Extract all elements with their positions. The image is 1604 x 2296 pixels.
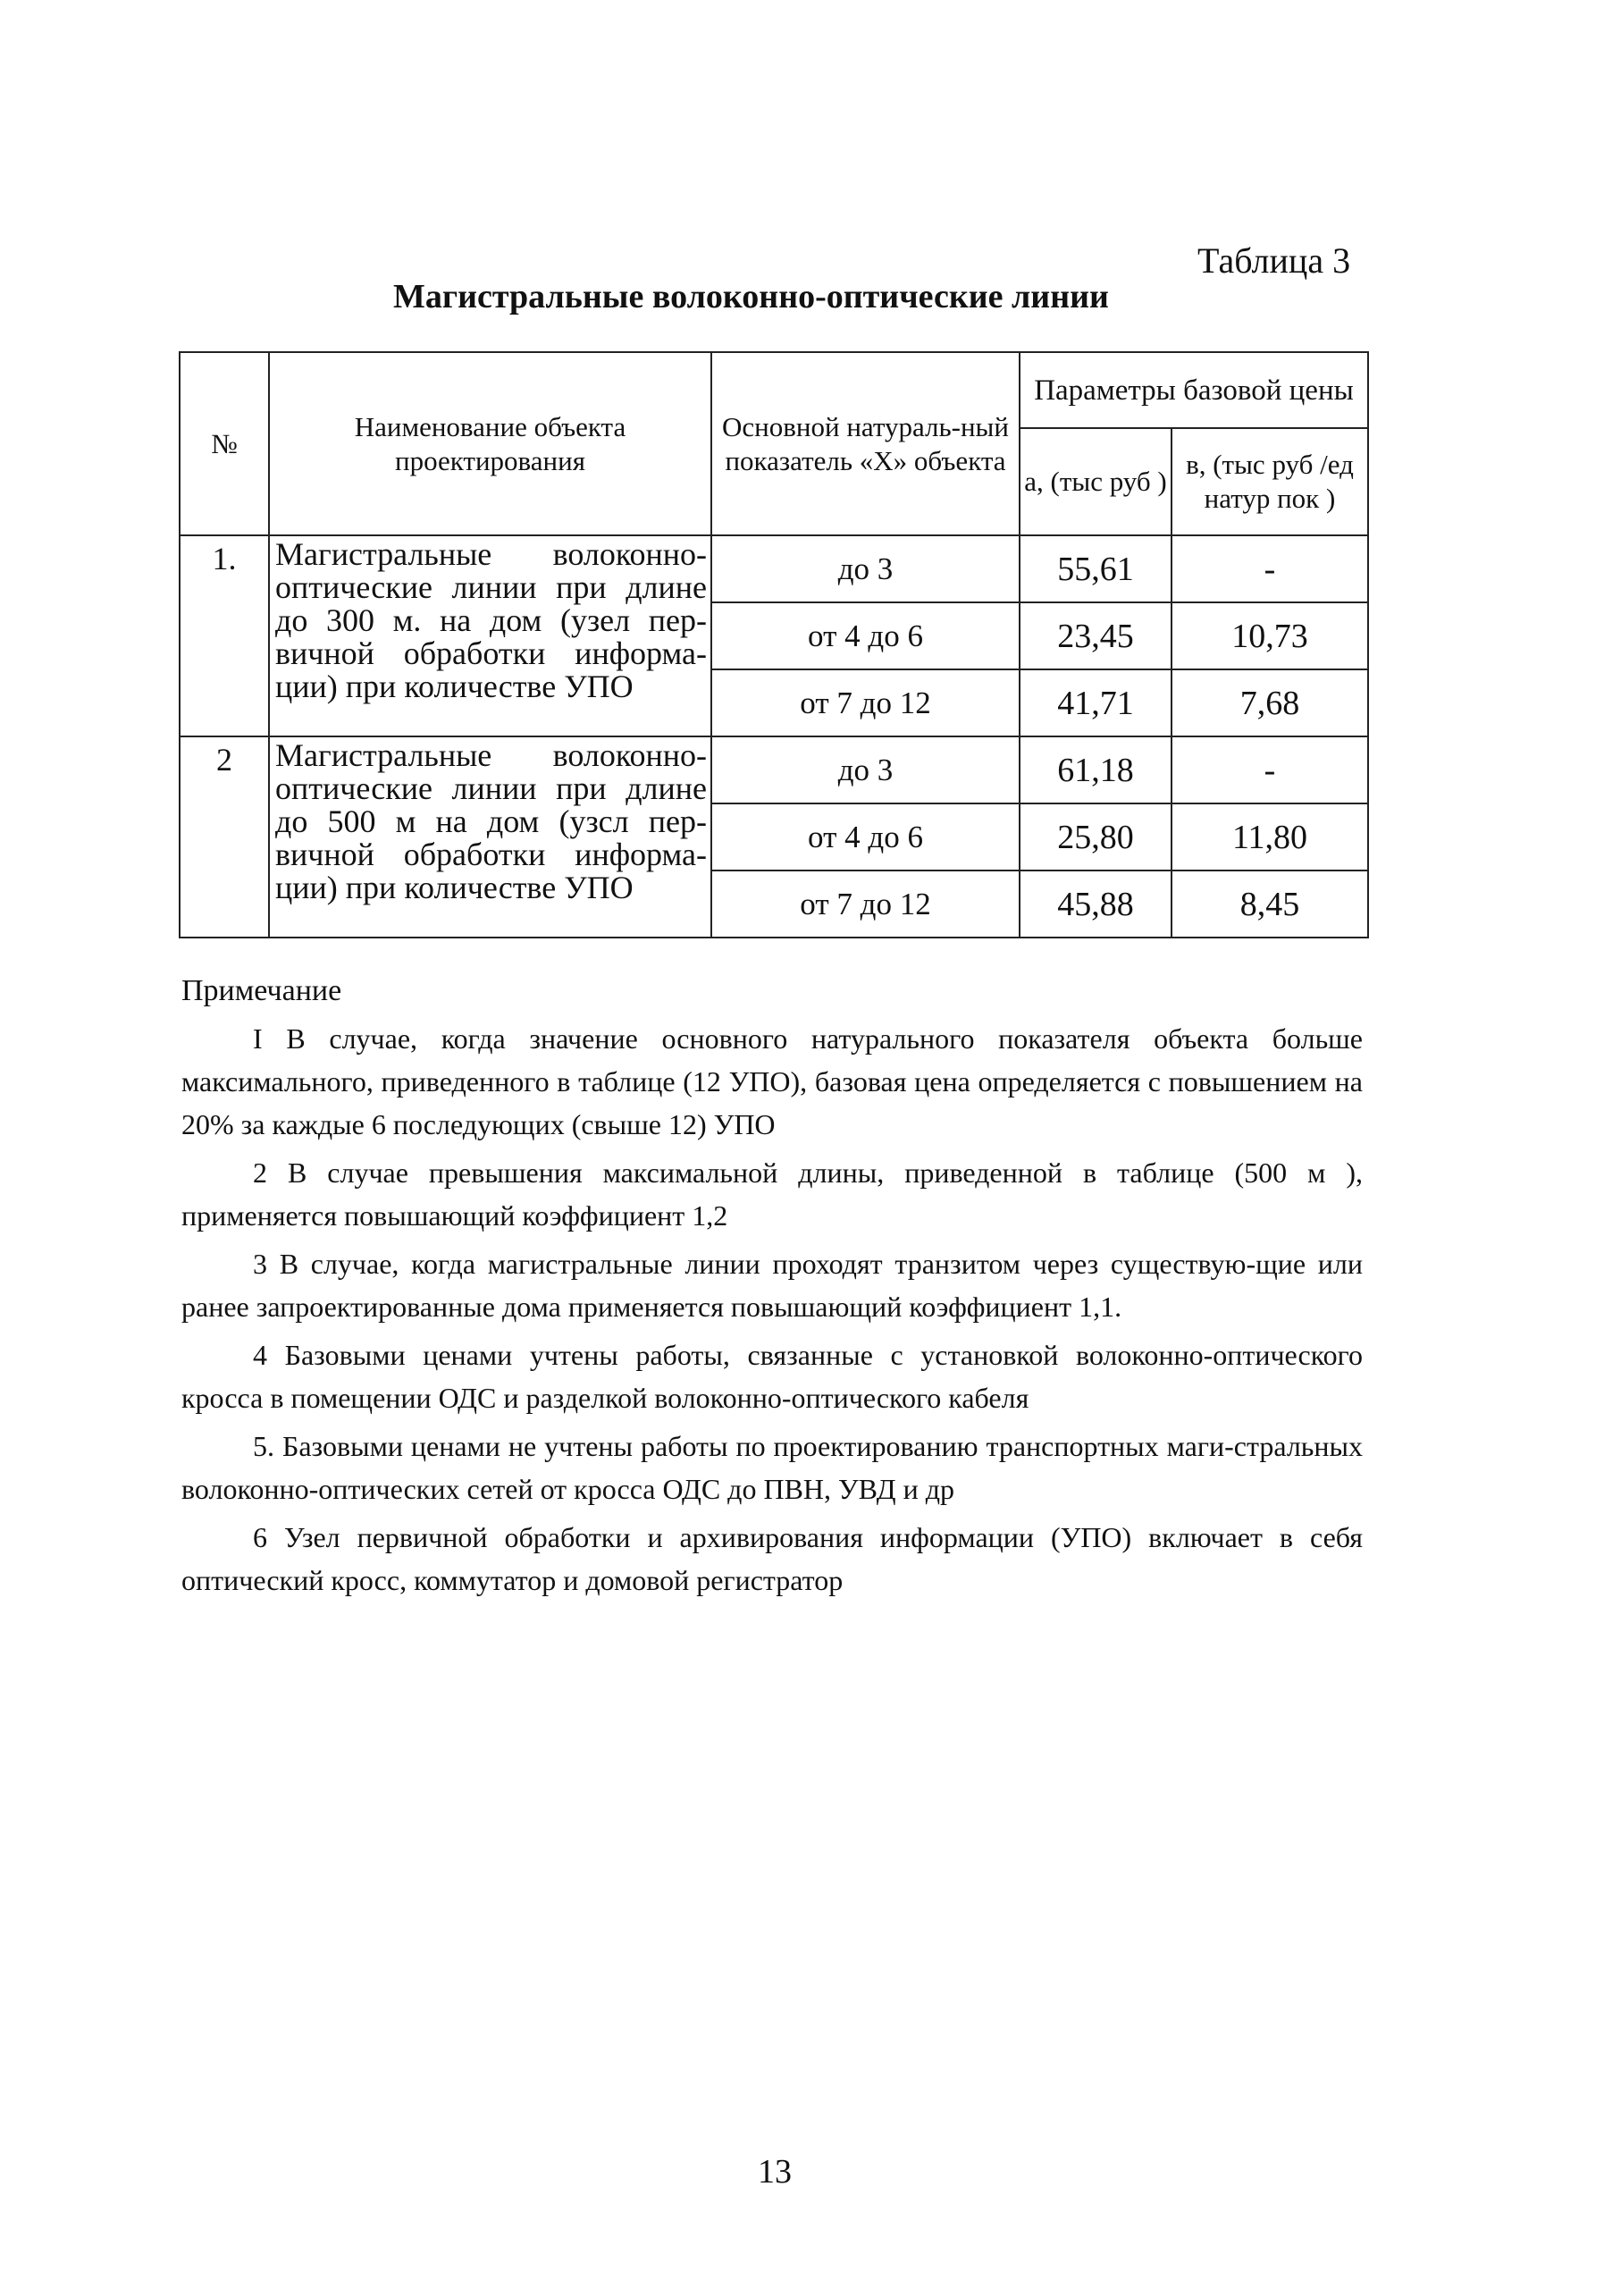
- param-a-cell: 23,45: [1020, 602, 1172, 669]
- object-name: Магистральные волоконно-оптические линии при длине до 500 м на дом (узсл пер-вичной обработки информа-ции) при количестве УПО: [269, 736, 711, 938]
- note-item: 2 В случае превышения максимальной длины, приведенной в таблице (500 м ), применяется повышающий коэффициент 1,2: [181, 1156, 1363, 1232]
- note-item: 6 Узел первичной обработки и архивирования информации (УПО) включает в себя оптический кросс, коммутатор и домовой регистратор: [181, 1521, 1363, 1596]
- indicator-cell: от 4 до 6: [711, 602, 1020, 669]
- param-b-cell: 7,68: [1172, 669, 1368, 736]
- note-item: 5. Базовыми ценами не учтены работы по проектированию транспортных маги-стральных волоконно-оптических сетей от кросса ОДС до ПВН, УВД и др: [181, 1430, 1363, 1505]
- header-natural-indicator: Основной натураль-ный показатель «Х» объекта: [711, 352, 1020, 535]
- table-number-label: Таблица 3: [1197, 240, 1351, 281]
- param-a-cell: 45,88: [1020, 870, 1172, 938]
- param-b-cell: -: [1172, 736, 1368, 803]
- indicator-cell: от 7 до 12: [711, 669, 1020, 736]
- table-row: [180, 736, 1368, 803]
- param-a-cell: 25,80: [1020, 803, 1172, 870]
- param-a-cell: 61,18: [1020, 736, 1172, 803]
- page-number: 13: [758, 2153, 792, 2191]
- object-name: Магистральные волоконно-оптические линии при длине до 300 м. на дом (узел пер-вичной обработки информа-ции) при количестве УПО: [269, 535, 711, 736]
- header-price-parameters: Параметры базовой цены: [1020, 352, 1368, 428]
- param-b-cell: -: [1172, 535, 1368, 602]
- row-number: 1.: [180, 535, 269, 736]
- table-title: Магистральные волоконно-оптические линии: [393, 278, 1109, 315]
- indicator-cell: до 3: [711, 736, 1020, 803]
- note-item: 4 Базовыми ценами учтены работы, связанные с установкой волоконно-оптического кросса в помещении ОДС и разделкой волоконно-оптического кабеля: [181, 1339, 1363, 1414]
- indicator-cell: от 4 до 6: [711, 803, 1020, 870]
- note-item: I В случае, когда значение основного натурального показателя объекта больше максимального, приведенного в таблице (12 УПО), базовая цена определяется с повышением на 20% за каждые 6 последующих (свыше 12) УПО: [181, 1022, 1363, 1140]
- notes-heading: Примечание: [181, 974, 342, 1007]
- param-a-cell: 55,61: [1020, 535, 1172, 602]
- row-number: 2: [180, 736, 269, 938]
- header-number: №: [180, 352, 269, 535]
- indicator-cell: от 7 до 12: [711, 870, 1020, 938]
- notes-list: [181, 1017, 1363, 1607]
- table-row: [180, 535, 1368, 602]
- header-object-name: Наименование объекта проектирования: [269, 352, 711, 535]
- indicator-cell: до 3: [711, 535, 1020, 602]
- note-item: 3 В случае, когда магистральные линии проходят транзитом через существую-щие или ранее запроектированные дома применяется повышающий коэффициент 1,1.: [181, 1248, 1363, 1323]
- param-b-cell: 11,80: [1172, 803, 1368, 870]
- header-param-a: а, (тыс руб ): [1020, 428, 1172, 535]
- header-param-b: в, (тыс руб /ед натур пок ): [1172, 428, 1368, 535]
- price-table: [179, 351, 1369, 938]
- param-b-cell: 8,45: [1172, 870, 1368, 938]
- param-b-cell: 10,73: [1172, 602, 1368, 669]
- param-a-cell: 41,71: [1020, 669, 1172, 736]
